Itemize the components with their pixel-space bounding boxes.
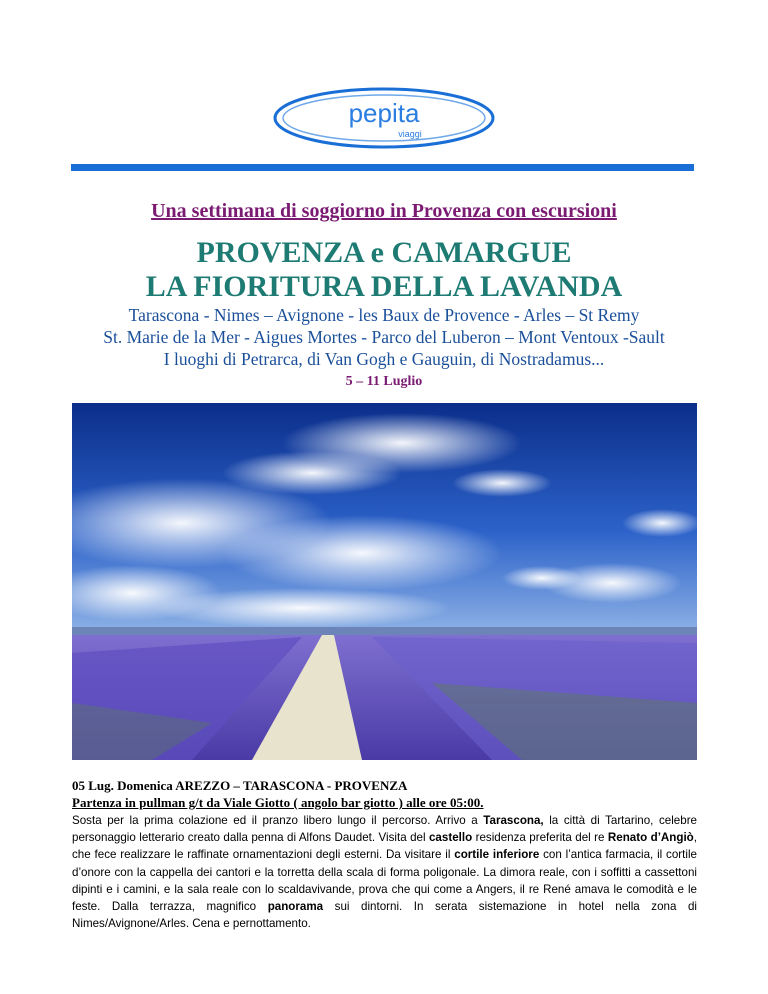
trip-title-line1: PROVENZA e CAMARGUE: [196, 236, 572, 269]
day1-bold-2: castello: [428, 831, 473, 845]
day1-text-1: Sosta per la prima colazione ed il pranzo libero lungo il percorso. Arrivo a: [72, 814, 484, 827]
places-list: [0, 304, 768, 370]
lavender-field-photo: [72, 403, 697, 760]
lavender-field-illustration: [72, 403, 697, 760]
day1-departure: Partenza in pullman g/t da Viale Giotto ( angolo bar giotto ) alle ore 05:00.: [72, 795, 484, 810]
places-line1: Tarascona - Nimes – Avignone - les Baux de Provence - Arles – St Remy: [128, 305, 640, 325]
header-divider: [71, 164, 694, 171]
logo-sub: viaggi: [398, 129, 422, 139]
day1-description: [72, 812, 697, 932]
trip-dates: 5 – 11 Luglio: [345, 374, 423, 389]
day1-text-6: sui dintorni. In serata sistemazione in hotel nella zona di Nimes/Avignone/Arles. Cena e pernottamento.: [72, 900, 697, 931]
day1-text-3: residenza preferita del re: [472, 831, 608, 845]
day1-bold-3: Renato d’Angiò: [607, 831, 694, 845]
trip-subtitle: Una settimana di soggiorno in Provenza con escursioni: [151, 200, 617, 222]
places-line2: St. Marie de la Mer - Aigues Mortes - Parco del Luberon – Mont Ventoux -Sault: [103, 327, 665, 347]
day1-text-2: la città di Tartarino, celebre personaggio letterario creato dalla penna di Alfons Daudet. Visita del: [72, 814, 698, 845]
day1-bold-4: cortile inferiore: [454, 848, 540, 862]
logo-name: pepita: [348, 98, 420, 128]
day1-bold-5: panorama: [267, 900, 324, 914]
day1-text-5: con l’antica farmacia, il cortile d’onore con la cappella dei cantori e la torretta della scala di forma poligonale. La dimora reale, con i soffitti a cassettoni dipinti e i camini, e la sala reale con lo scaldavivande, prova che qui come a Angers, il re René amava le comodità e le feste. Dalla terrazza, magnifico: [72, 848, 697, 914]
places-line3: I luoghi di Petrarca, di Van Gogh e Gauguin, di Nostradamus...: [163, 349, 605, 369]
day1-text-4: , che fece realizzare le raffinate ornamentazioni degli esterni. Da visitare il: [72, 831, 697, 862]
pepita-viaggi-logo: [272, 86, 496, 150]
logo-graphic: [272, 86, 496, 150]
trip-title-line2: LA FIORITURA DELLA LAVANDA: [145, 270, 623, 303]
day1-bold-1: Tarascona,: [483, 814, 544, 827]
day1-heading: 05 Lug. Domenica AREZZO – TARASCONA - PROVENZA: [72, 778, 408, 793]
